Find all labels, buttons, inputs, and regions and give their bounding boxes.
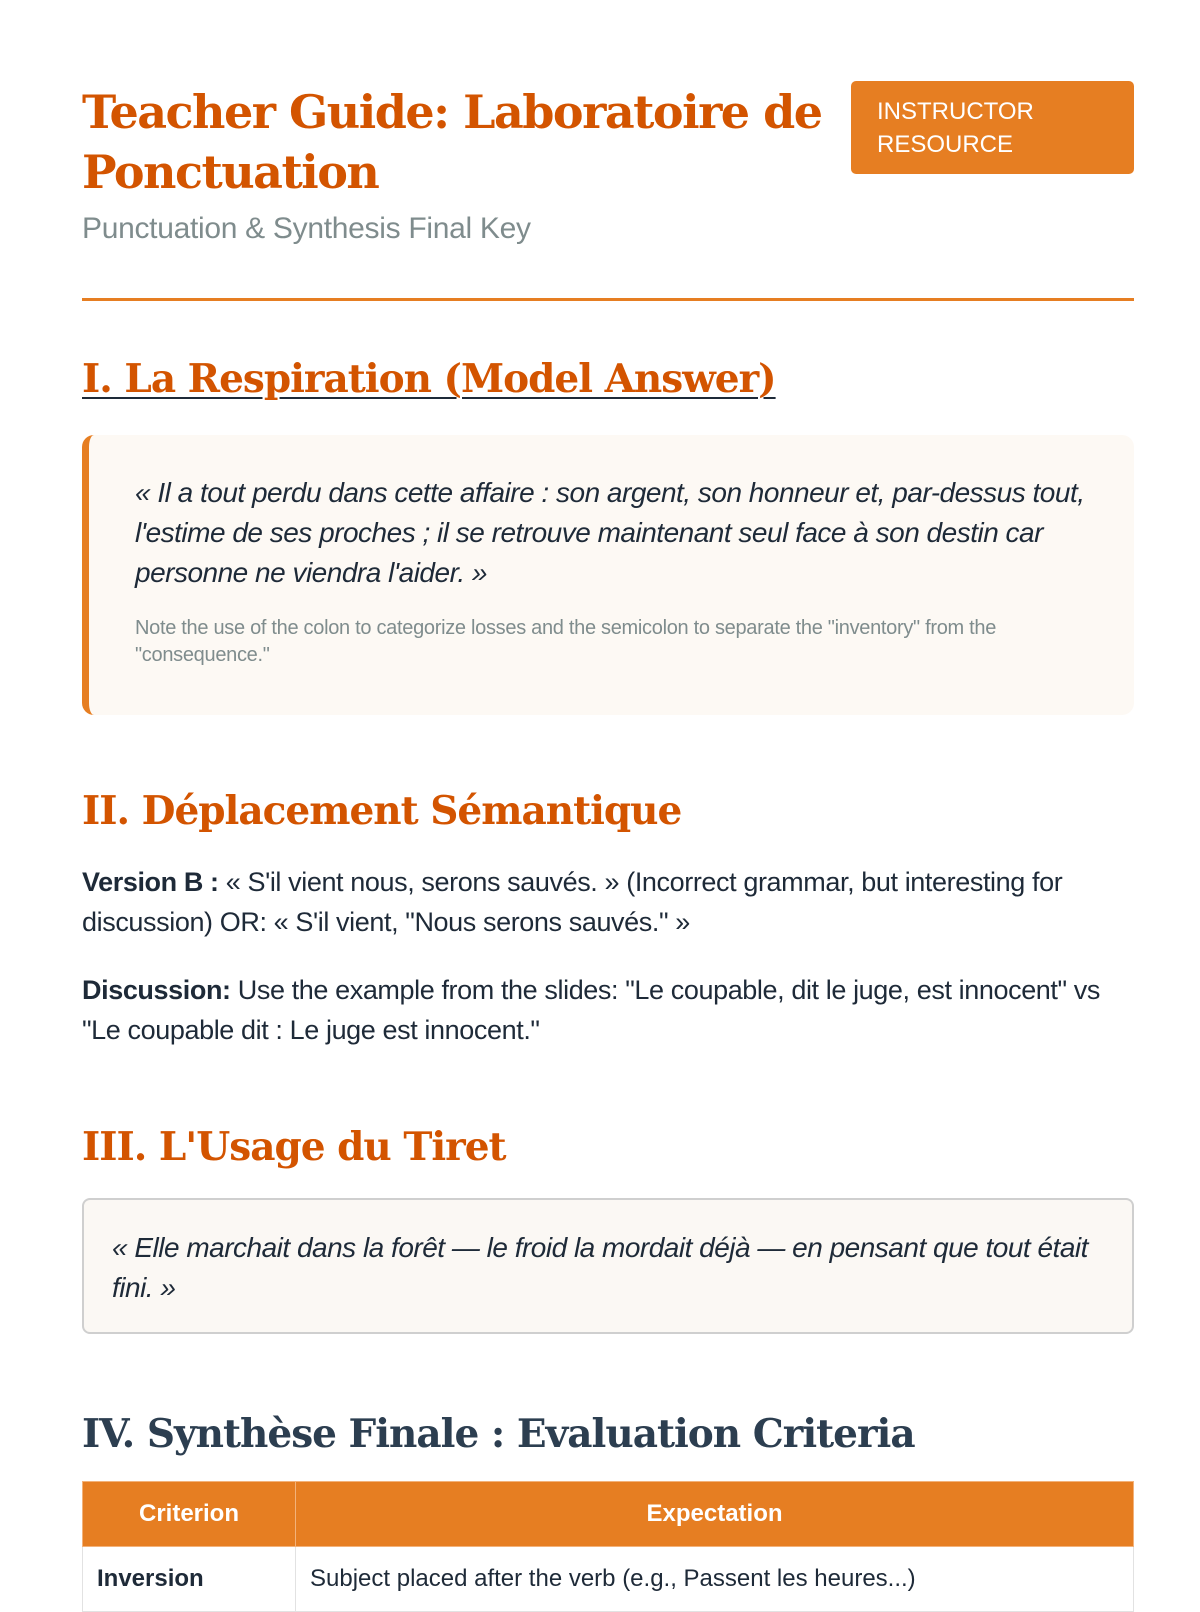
tiret-example-quote: « Elle marchait dans la forêt — le froid la mordait déjà — en pensant que tout était fini. »: [112, 1232, 1088, 1303]
criterion-column-header: Criterion: [83, 1482, 296, 1547]
section-3-title: III. L'Usage du Tiret: [82, 1124, 506, 1170]
page-title: Teacher Guide: Laboratoire de Ponctuation: [82, 85, 822, 199]
discussion-label: Discussion:: [82, 975, 231, 1005]
expectation-cell: Subject placed after the verb (e.g., Passent les heures...): [296, 1547, 1134, 1612]
page-header: [82, 0, 1134, 301]
version-b-text: « S'il vient nous, serons sauvés. » (Incorrect grammar, but interesting for discussion) OR: « S'il vient, "Nous serons sauvés." »: [82, 867, 1063, 937]
model-answer-note: Note the use of the colon to categorize losses and the semicolon to separate the "inventory" from the "consequence.": [135, 617, 997, 666]
version-b-label: Version B :: [82, 867, 219, 897]
section-4-title: IV. Synthèse Finale : Evaluation Criteria: [82, 1411, 915, 1457]
section-1-title: I. La Respiration (Model Answer): [82, 356, 776, 402]
discussion-text: Use the example from the slides: "Le coupable, dit le juge, est innocent" vs "Le coupable dit : Le juge est innocent.": [82, 975, 1101, 1045]
version-b-paragraph: [82, 862, 1134, 942]
page-subtitle: Punctuation & Synthesis Final Key: [82, 212, 531, 245]
expectation-column-header: Expectation: [296, 1482, 1134, 1547]
model-answer-box: [82, 435, 1134, 715]
model-answer-quote: « Il a tout perdu dans cette affaire : son argent, son honneur et, par-dessus tout, l'estime de ses proches ; il se retrouve maintenant seul face à son destin car personne ne viendra l'aider. »: [135, 477, 1085, 588]
criterion-cell: Inversion: [83, 1547, 296, 1612]
tiret-example-box: [82, 1198, 1134, 1334]
discussion-paragraph: [82, 970, 1134, 1050]
evaluation-criteria-table: [82, 1481, 1134, 1612]
table-row: [83, 1547, 1134, 1612]
table-header-row: [83, 1482, 1134, 1547]
section-2-title: II. Déplacement Sémantique: [82, 788, 682, 834]
instructor-resource-badge: INSTRUCTOR RESOURCE: [851, 81, 1134, 174]
teacher-guide-page: [82, 0, 1134, 1592]
